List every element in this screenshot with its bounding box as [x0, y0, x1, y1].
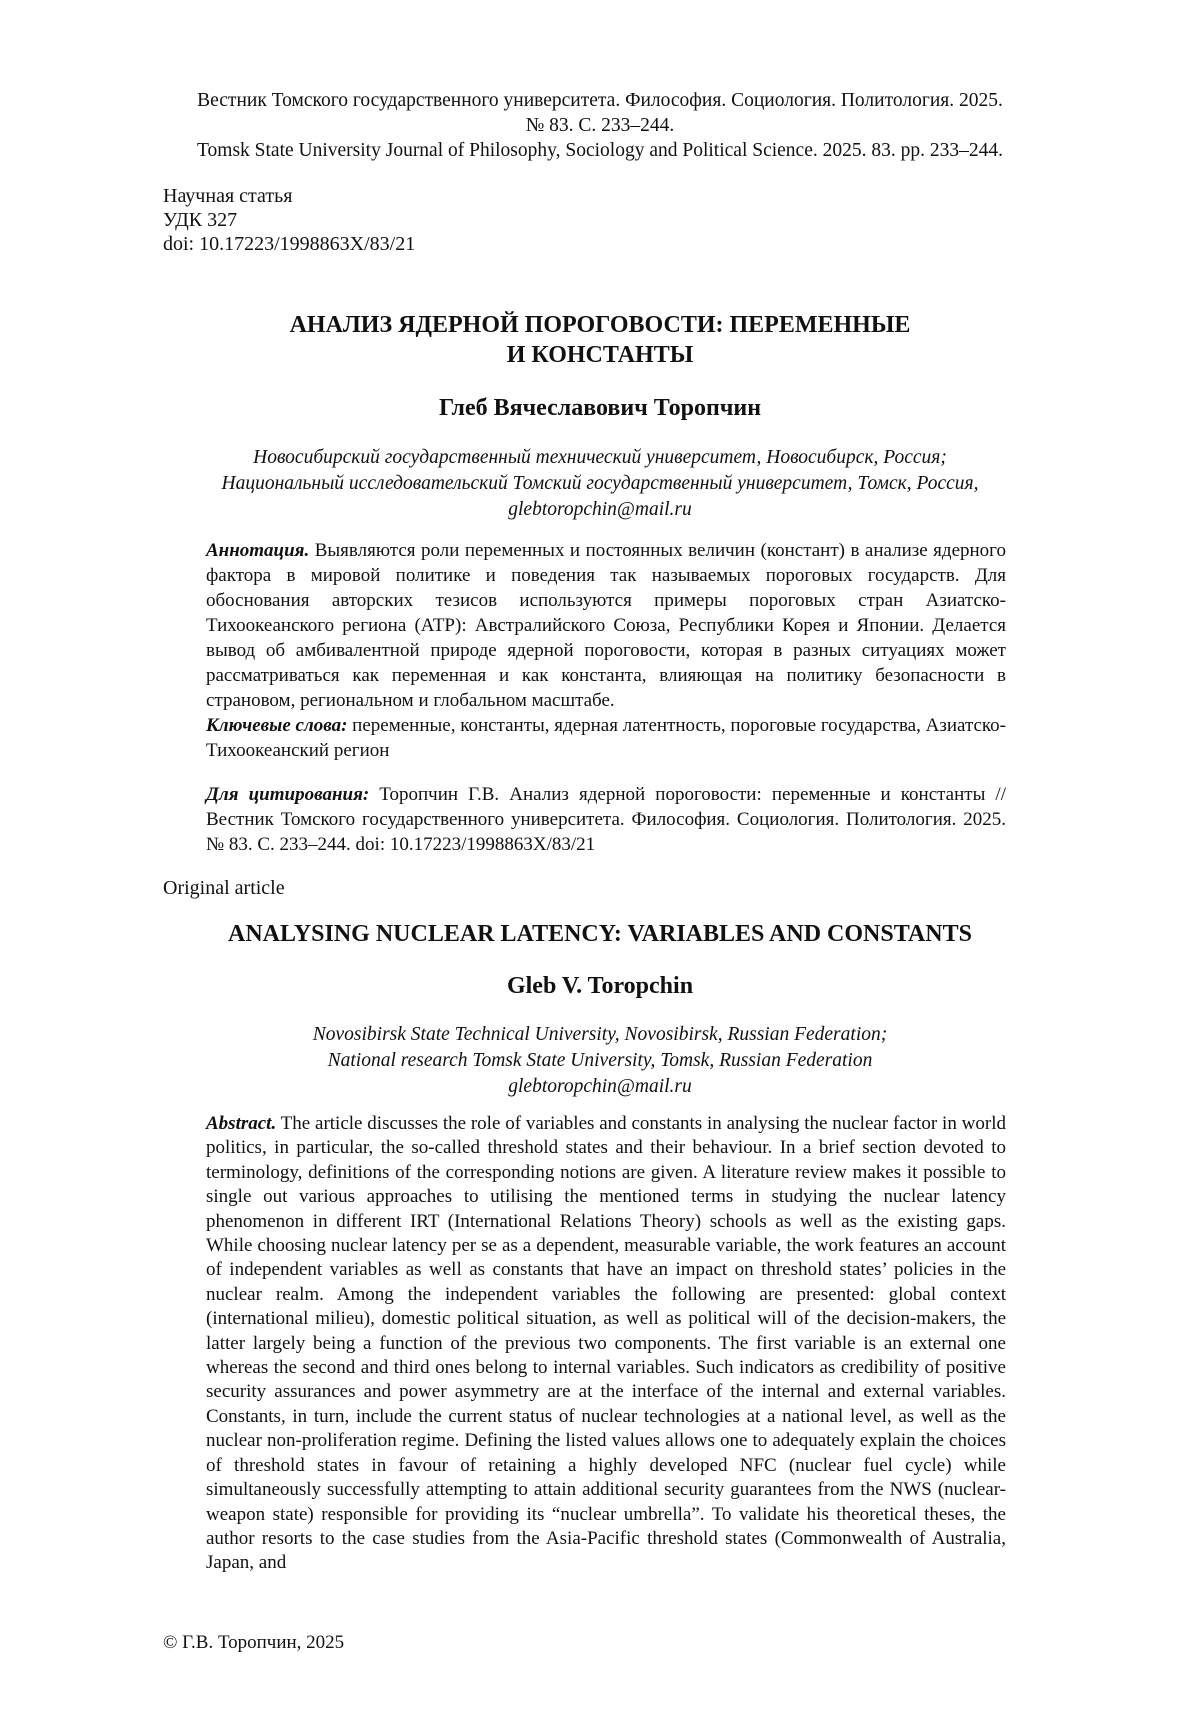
author-en: Gleb V. Toropchin	[506, 973, 694, 999]
journal-header-ru-line2: № 83. С. 233–244.	[525, 115, 675, 136]
abstract-ru-paragraph	[206, 538, 1006, 713]
keywords-ru-text: переменные, константы, ядерная латентность, пороговые государства, Азиатско-Тихоокеанский регион	[206, 715, 1007, 761]
author-ru: Глеб Вячеславович Торопчин	[438, 395, 762, 421]
abstract-en-label: Abstract.	[206, 1113, 277, 1134]
citation-ru-label: Для цитирования:	[206, 784, 370, 805]
keywords-ru-paragraph	[206, 713, 1006, 763]
abstract-ru	[206, 538, 1006, 763]
title-ru-line1: АНАЛИЗ ЯДЕРНОЙ ПОРОГОВОСТИ: ПЕРЕМЕННЫЕ	[289, 312, 911, 338]
affiliation-en-line1: Novosibirsk State Technical University, Novosibirsk, Russian Federation;	[312, 1024, 888, 1045]
email-en: glebtoropchin@mail.ru	[508, 1076, 692, 1097]
article-type-ru: Научная статья	[163, 185, 293, 207]
title-ru	[150, 310, 1050, 370]
affiliation-ru-line1: Новосибирский государственный технический университет, Новосибирск, Россия;	[253, 447, 947, 468]
title-ru-line2: И КОНСТАНТЫ	[506, 342, 694, 368]
affiliation-en	[150, 1022, 1050, 1100]
abstract-en	[206, 1112, 1006, 1576]
journal-header-ru-line1: Вестник Томского государственного университета. Философия. Социология. Политология. 2025.	[197, 90, 1003, 111]
journal-header	[150, 88, 1050, 163]
udc-code: УДК 327	[163, 209, 238, 231]
article-meta	[163, 184, 415, 256]
abstract-en-text: The article discusses the role of variables and constants in analysing the nuclear factor in world politics, in particular, the so-called threshold states and their behaviour. In a brief section devoted to terminology, definitions of the corresponding notions are given. A literature review makes it possible to single out various approaches to utilising the mentioned terms in studying the nuclear latency phenomenon in different IRT (International Relations Theory) schools as well as the existing gaps. While choosing nuclear latency per se as a dependent, measurable variable, the work features an account of independent variables as well as constants that have an impact on threshold states’ policies in the nuclear realm. Among the independent variables the following are presented: global context (international milieu), domestic political situation, as well as political will of the decision-makers, the latter largely being a function of the previous two components. The first variable is an external one whereas the second and third ones belong to internal variables. Such indicators as credibility of positive security assurances and power asymmetry are at the interface of the internal and external variables. Constants, in turn, include the current status of nuclear technologies at a national level, as well as the nuclear non-proliferation regime. Defining the listed values allows one to adequately explain the choices of threshold states in favour of retaining a highly developed NFC (nuclear fuel cycle) while simultaneously successfully attempting to attain additional security guarantees from the NWS (nuclear-weapon state) responsible for providing its “nuclear umbrella”. To validate his theoretical theses, the author resorts to the case studies from the Asia-Pacific threshold states (Commonwealth of Australia, Japan, and	[206, 1113, 1006, 1574]
keywords-ru-label: Ключевые слова:	[206, 715, 348, 736]
email-ru: glebtoropchin@mail.ru	[508, 499, 692, 520]
copyright-footer: © Г.В. Торопчин, 2025	[163, 1632, 345, 1653]
affiliation-ru	[150, 445, 1050, 523]
abstract-ru-label: Аннотация.	[206, 540, 310, 561]
doi-ru: doi: 10.17223/1998863X/83/21	[163, 233, 416, 255]
affiliation-ru-line2: Национальный исследовательский Томский государственный университет, Томск, Россия,	[221, 473, 979, 494]
title-en: ANALYSING NUCLEAR LATENCY: VARIABLES AND CONSTANTS	[228, 921, 972, 947]
affiliation-en-line2: National research Tomsk State University, Tomsk, Russian Federation	[327, 1050, 873, 1071]
citation-ru-text: Торопчин Г.В. Анализ ядерной пороговости: переменные и константы // Вестник Томского государственного университета. Философия. Социология. Политология. 2025. № 83. С. 233–244. doi: 10.17223/1998863X/83/21	[206, 784, 1006, 855]
abstract-ru-text: Выявляются роли переменных и постоянных величин (констант) в анализе ядерного фактора в мировой политике и поведения так называемых пороговых государств. Для обоснования авторских тезисов используются примеры пороговых стран Азиатско-Тихоокеанского региона (АТР): Австралийского Союза, Республики Корея и Японии. Делается вывод об амбивалентной природе ядерной пороговости, которая в разных ситуациях может рассматриваться как переменная и как константа, влияющая на политику безопасности в страновом, региональном и глобальном масштабе.	[206, 540, 1006, 711]
citation-ru	[206, 782, 1006, 857]
journal-header-en-line: Tomsk State University Journal of Philosophy, Sociology and Political Science. 2025. 83. pp. 233–244.	[196, 140, 1003, 161]
article-type-en: Original article	[163, 877, 285, 899]
